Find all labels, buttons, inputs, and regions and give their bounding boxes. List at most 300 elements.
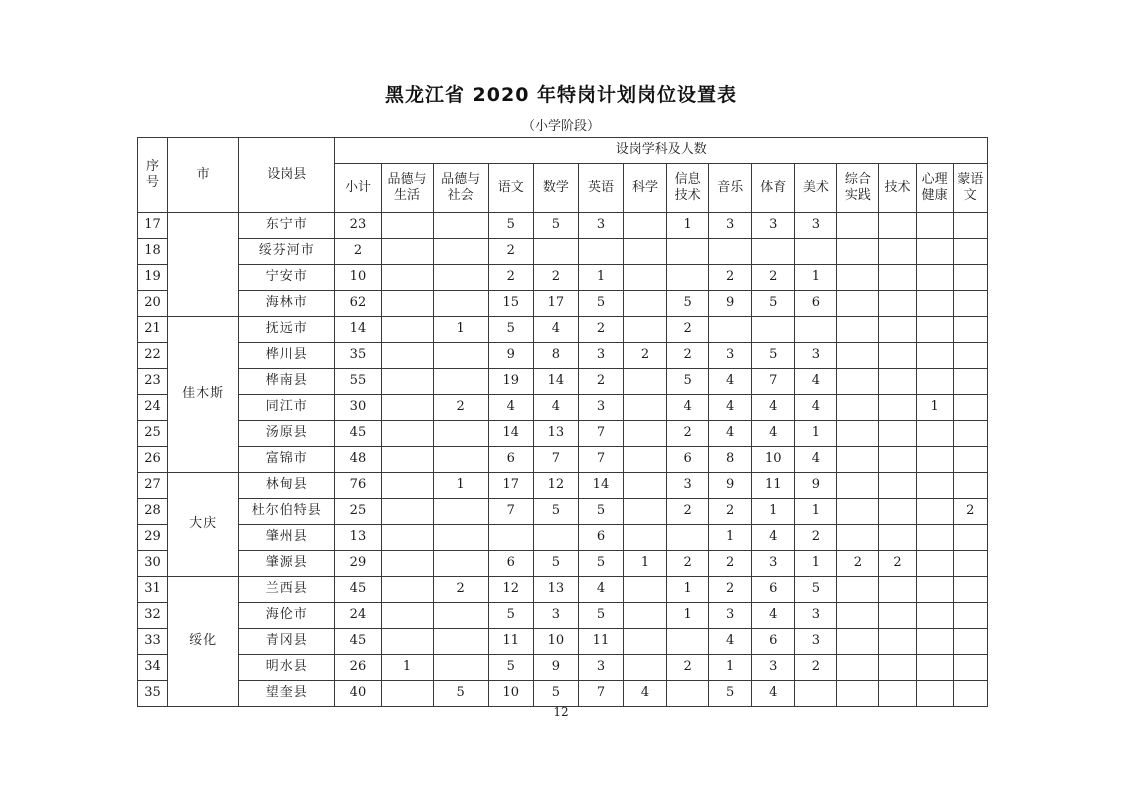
value-cell: 13 bbox=[533, 421, 578, 447]
value-cell: 1 bbox=[433, 317, 488, 343]
seq-cell: 19 bbox=[138, 265, 168, 291]
col-header-subject: 数学 bbox=[533, 164, 578, 213]
col-header-county: 设岗县 bbox=[239, 138, 335, 213]
county-cell: 绥芬河市 bbox=[239, 239, 335, 265]
value-cell: 5 bbox=[667, 291, 709, 317]
value-cell bbox=[837, 421, 879, 447]
value-cell: 5 bbox=[667, 369, 709, 395]
value-cell bbox=[433, 265, 488, 291]
table-row bbox=[138, 551, 988, 577]
table-row bbox=[138, 681, 988, 707]
seq-cell: 27 bbox=[138, 473, 168, 499]
value-cell bbox=[879, 395, 916, 421]
table-row bbox=[138, 213, 988, 239]
value-cell bbox=[879, 655, 916, 681]
county-cell: 同江市 bbox=[239, 395, 335, 421]
value-cell: 4 bbox=[709, 421, 752, 447]
value-cell: 6 bbox=[752, 629, 795, 655]
value-cell bbox=[953, 525, 987, 551]
table-row bbox=[138, 473, 988, 499]
value-cell bbox=[381, 681, 433, 707]
county-cell: 海林市 bbox=[239, 291, 335, 317]
value-cell bbox=[381, 421, 433, 447]
seq-cell: 31 bbox=[138, 577, 168, 603]
value-cell: 9 bbox=[709, 473, 752, 499]
value-cell bbox=[433, 343, 488, 369]
value-cell bbox=[433, 629, 488, 655]
col-header-subject: 品德与社会 bbox=[433, 164, 488, 213]
value-cell bbox=[879, 421, 916, 447]
table-row bbox=[138, 655, 988, 681]
value-cell bbox=[837, 317, 879, 343]
value-cell bbox=[533, 525, 578, 551]
county-cell: 富锦市 bbox=[239, 447, 335, 473]
value-cell bbox=[709, 317, 752, 343]
seq-cell: 17 bbox=[138, 213, 168, 239]
seq-cell: 30 bbox=[138, 551, 168, 577]
value-cell bbox=[916, 291, 953, 317]
value-cell: 2 bbox=[335, 239, 381, 265]
value-cell: 13 bbox=[533, 577, 578, 603]
table-row bbox=[138, 629, 988, 655]
value-cell bbox=[879, 291, 916, 317]
table-body bbox=[138, 213, 988, 707]
value-cell bbox=[381, 577, 433, 603]
value-cell: 2 bbox=[667, 317, 709, 343]
county-cell: 桦川县 bbox=[239, 343, 335, 369]
value-cell: 3 bbox=[709, 213, 752, 239]
value-cell: 10 bbox=[533, 629, 578, 655]
county-cell: 宁安市 bbox=[239, 265, 335, 291]
value-cell: 7 bbox=[488, 499, 533, 525]
value-cell: 2 bbox=[752, 265, 795, 291]
value-cell bbox=[381, 213, 433, 239]
city-cell: 佳木斯 bbox=[168, 317, 239, 473]
value-cell bbox=[953, 681, 987, 707]
value-cell: 4 bbox=[795, 369, 837, 395]
county-cell: 兰西县 bbox=[239, 577, 335, 603]
value-cell: 11 bbox=[578, 629, 623, 655]
value-cell: 2 bbox=[795, 525, 837, 551]
value-cell bbox=[488, 525, 533, 551]
value-cell bbox=[381, 265, 433, 291]
value-cell bbox=[624, 603, 667, 629]
value-cell bbox=[433, 551, 488, 577]
value-cell: 14 bbox=[335, 317, 381, 343]
value-cell: 23 bbox=[335, 213, 381, 239]
value-cell: 26 bbox=[335, 655, 381, 681]
county-cell: 杜尔伯特县 bbox=[239, 499, 335, 525]
value-cell bbox=[381, 239, 433, 265]
value-cell: 6 bbox=[667, 447, 709, 473]
value-cell bbox=[433, 421, 488, 447]
value-cell: 1 bbox=[795, 499, 837, 525]
seq-cell: 28 bbox=[138, 499, 168, 525]
table-row bbox=[138, 343, 988, 369]
value-cell: 1 bbox=[795, 265, 837, 291]
table-row bbox=[138, 395, 988, 421]
table-row bbox=[138, 265, 988, 291]
value-cell: 10 bbox=[335, 265, 381, 291]
value-cell: 6 bbox=[488, 551, 533, 577]
value-cell: 40 bbox=[335, 681, 381, 707]
value-cell: 2 bbox=[433, 577, 488, 603]
value-cell: 5 bbox=[578, 291, 623, 317]
value-cell: 48 bbox=[335, 447, 381, 473]
value-cell bbox=[837, 473, 879, 499]
positions-table bbox=[137, 137, 988, 707]
value-cell bbox=[667, 239, 709, 265]
county-cell: 明水县 bbox=[239, 655, 335, 681]
value-cell bbox=[624, 577, 667, 603]
value-cell: 1 bbox=[752, 499, 795, 525]
value-cell bbox=[953, 395, 987, 421]
value-cell: 1 bbox=[578, 265, 623, 291]
value-cell: 1 bbox=[667, 577, 709, 603]
value-cell bbox=[624, 655, 667, 681]
table-row bbox=[138, 369, 988, 395]
value-cell bbox=[879, 603, 916, 629]
page-subtitle: （小学阶段） bbox=[521, 119, 600, 134]
table-row bbox=[138, 525, 988, 551]
city-cell: 大庆 bbox=[168, 473, 239, 577]
seq-cell: 18 bbox=[138, 239, 168, 265]
value-cell: 25 bbox=[335, 499, 381, 525]
value-cell bbox=[837, 213, 879, 239]
value-cell bbox=[795, 239, 837, 265]
value-cell: 2 bbox=[667, 499, 709, 525]
value-cell bbox=[916, 213, 953, 239]
value-cell: 1 bbox=[795, 551, 837, 577]
value-cell bbox=[916, 525, 953, 551]
value-cell: 55 bbox=[335, 369, 381, 395]
value-cell: 3 bbox=[709, 343, 752, 369]
value-cell: 2 bbox=[795, 655, 837, 681]
value-cell: 45 bbox=[335, 629, 381, 655]
value-cell: 1 bbox=[709, 655, 752, 681]
value-cell: 76 bbox=[335, 473, 381, 499]
table-row bbox=[138, 291, 988, 317]
value-cell: 2 bbox=[533, 265, 578, 291]
value-cell bbox=[916, 577, 953, 603]
value-cell bbox=[381, 603, 433, 629]
value-cell: 1 bbox=[916, 395, 953, 421]
value-cell bbox=[916, 239, 953, 265]
value-cell: 3 bbox=[578, 655, 623, 681]
value-cell: 2 bbox=[488, 265, 533, 291]
value-cell: 7 bbox=[578, 421, 623, 447]
value-cell: 5 bbox=[488, 213, 533, 239]
value-cell bbox=[879, 525, 916, 551]
value-cell: 1 bbox=[709, 525, 752, 551]
col-header-seq: 序号 bbox=[138, 138, 168, 213]
value-cell: 3 bbox=[578, 395, 623, 421]
county-cell: 海伦市 bbox=[239, 603, 335, 629]
value-cell bbox=[916, 499, 953, 525]
city-cell bbox=[168, 213, 239, 317]
value-cell bbox=[578, 239, 623, 265]
value-cell: 45 bbox=[335, 577, 381, 603]
value-cell bbox=[624, 395, 667, 421]
city-cell: 绥化 bbox=[168, 577, 239, 707]
value-cell bbox=[837, 291, 879, 317]
value-cell bbox=[916, 369, 953, 395]
value-cell: 4 bbox=[533, 317, 578, 343]
value-cell bbox=[433, 291, 488, 317]
col-header-subject: 信息技术 bbox=[667, 164, 709, 213]
value-cell: 4 bbox=[752, 525, 795, 551]
value-cell bbox=[624, 317, 667, 343]
value-cell bbox=[624, 473, 667, 499]
value-cell: 5 bbox=[578, 603, 623, 629]
value-cell bbox=[916, 681, 953, 707]
value-cell bbox=[916, 343, 953, 369]
value-cell bbox=[916, 655, 953, 681]
value-cell bbox=[916, 447, 953, 473]
county-cell: 肇源县 bbox=[239, 551, 335, 577]
value-cell bbox=[433, 213, 488, 239]
seq-cell: 29 bbox=[138, 525, 168, 551]
value-cell: 5 bbox=[578, 499, 623, 525]
value-cell bbox=[879, 369, 916, 395]
value-cell: 8 bbox=[709, 447, 752, 473]
value-cell: 4 bbox=[752, 395, 795, 421]
value-cell: 5 bbox=[752, 291, 795, 317]
value-cell bbox=[795, 317, 837, 343]
value-cell bbox=[709, 239, 752, 265]
col-header-subject: 美术 bbox=[795, 164, 837, 213]
value-cell: 1 bbox=[795, 421, 837, 447]
value-cell bbox=[433, 499, 488, 525]
value-cell bbox=[953, 421, 987, 447]
value-cell bbox=[953, 291, 987, 317]
value-cell bbox=[837, 447, 879, 473]
value-cell: 14 bbox=[578, 473, 623, 499]
value-cell bbox=[879, 499, 916, 525]
page-number: 12 bbox=[553, 705, 569, 719]
col-header-subject: 综合实践 bbox=[837, 164, 879, 213]
value-cell: 5 bbox=[488, 317, 533, 343]
value-cell: 9 bbox=[795, 473, 837, 499]
value-cell bbox=[837, 395, 879, 421]
table-row bbox=[138, 239, 988, 265]
col-header-subject: 语文 bbox=[488, 164, 533, 213]
col-header-subjects-group: 设岗学科及人数 bbox=[335, 138, 988, 164]
value-cell: 3 bbox=[795, 213, 837, 239]
value-cell: 8 bbox=[533, 343, 578, 369]
value-cell bbox=[433, 525, 488, 551]
value-cell bbox=[879, 213, 916, 239]
value-cell bbox=[624, 499, 667, 525]
value-cell: 2 bbox=[667, 421, 709, 447]
value-cell bbox=[953, 577, 987, 603]
value-cell: 4 bbox=[667, 395, 709, 421]
value-cell: 3 bbox=[533, 603, 578, 629]
value-cell bbox=[433, 239, 488, 265]
value-cell bbox=[953, 629, 987, 655]
value-cell: 4 bbox=[752, 603, 795, 629]
value-cell: 4 bbox=[752, 421, 795, 447]
value-cell: 4 bbox=[533, 395, 578, 421]
value-cell bbox=[381, 473, 433, 499]
value-cell: 3 bbox=[752, 551, 795, 577]
table-row bbox=[138, 421, 988, 447]
value-cell bbox=[879, 473, 916, 499]
value-cell: 1 bbox=[667, 213, 709, 239]
value-cell: 17 bbox=[533, 291, 578, 317]
col-header-city: 市 bbox=[168, 138, 239, 213]
value-cell: 5 bbox=[533, 681, 578, 707]
value-cell: 5 bbox=[488, 603, 533, 629]
value-cell: 35 bbox=[335, 343, 381, 369]
value-cell bbox=[837, 603, 879, 629]
value-cell bbox=[879, 317, 916, 343]
page-title: 黑龙江省 2020 年特岗计划岗位设置表 bbox=[384, 84, 738, 106]
seq-cell: 20 bbox=[138, 291, 168, 317]
value-cell bbox=[916, 603, 953, 629]
value-cell bbox=[381, 629, 433, 655]
col-header-subject: 品德与生活 bbox=[381, 164, 433, 213]
col-header-subject: 蒙语文 bbox=[953, 164, 987, 213]
county-cell: 林甸县 bbox=[239, 473, 335, 499]
value-cell bbox=[953, 369, 987, 395]
value-cell bbox=[837, 499, 879, 525]
value-cell bbox=[624, 239, 667, 265]
value-cell bbox=[533, 239, 578, 265]
value-cell: 5 bbox=[533, 499, 578, 525]
value-cell: 2 bbox=[433, 395, 488, 421]
county-cell: 桦南县 bbox=[239, 369, 335, 395]
value-cell bbox=[433, 603, 488, 629]
value-cell bbox=[837, 343, 879, 369]
value-cell bbox=[879, 447, 916, 473]
value-cell: 2 bbox=[578, 369, 623, 395]
value-cell: 3 bbox=[752, 655, 795, 681]
county-cell: 望奎县 bbox=[239, 681, 335, 707]
seq-cell: 32 bbox=[138, 603, 168, 629]
value-cell: 5 bbox=[709, 681, 752, 707]
col-header-subject: 心理健康 bbox=[916, 164, 953, 213]
value-cell: 4 bbox=[795, 395, 837, 421]
value-cell: 4 bbox=[709, 629, 752, 655]
value-cell bbox=[667, 525, 709, 551]
value-cell: 2 bbox=[667, 655, 709, 681]
value-cell: 2 bbox=[578, 317, 623, 343]
value-cell bbox=[667, 681, 709, 707]
value-cell: 4 bbox=[752, 681, 795, 707]
value-cell: 3 bbox=[709, 603, 752, 629]
value-cell: 4 bbox=[488, 395, 533, 421]
value-cell bbox=[953, 213, 987, 239]
value-cell bbox=[953, 239, 987, 265]
value-cell: 12 bbox=[488, 577, 533, 603]
value-cell bbox=[879, 239, 916, 265]
value-cell: 12 bbox=[533, 473, 578, 499]
table-row bbox=[138, 577, 988, 603]
col-header-subject: 英语 bbox=[578, 164, 623, 213]
value-cell bbox=[381, 369, 433, 395]
value-cell bbox=[879, 629, 916, 655]
table-header bbox=[138, 138, 988, 213]
value-cell bbox=[837, 681, 879, 707]
col-header-subject: 科学 bbox=[624, 164, 667, 213]
value-cell bbox=[953, 265, 987, 291]
county-cell: 青冈县 bbox=[239, 629, 335, 655]
value-cell: 3 bbox=[578, 343, 623, 369]
value-cell bbox=[837, 525, 879, 551]
value-cell: 3 bbox=[795, 629, 837, 655]
value-cell bbox=[667, 265, 709, 291]
value-cell: 4 bbox=[795, 447, 837, 473]
table-row bbox=[138, 317, 988, 343]
value-cell bbox=[916, 629, 953, 655]
value-cell bbox=[381, 499, 433, 525]
value-cell bbox=[916, 421, 953, 447]
value-cell bbox=[624, 629, 667, 655]
value-cell: 11 bbox=[488, 629, 533, 655]
col-header-subject: 小计 bbox=[335, 164, 381, 213]
value-cell bbox=[433, 447, 488, 473]
value-cell bbox=[916, 265, 953, 291]
seq-cell: 21 bbox=[138, 317, 168, 343]
value-cell bbox=[624, 525, 667, 551]
value-cell bbox=[624, 421, 667, 447]
value-cell: 6 bbox=[752, 577, 795, 603]
value-cell: 5 bbox=[533, 213, 578, 239]
col-header-subject: 音乐 bbox=[709, 164, 752, 213]
value-cell: 9 bbox=[533, 655, 578, 681]
value-cell: 3 bbox=[667, 473, 709, 499]
value-cell bbox=[916, 473, 953, 499]
value-cell bbox=[953, 447, 987, 473]
value-cell bbox=[752, 317, 795, 343]
value-cell: 2 bbox=[709, 551, 752, 577]
value-cell: 17 bbox=[488, 473, 533, 499]
value-cell bbox=[953, 343, 987, 369]
value-cell: 5 bbox=[488, 655, 533, 681]
value-cell: 4 bbox=[624, 681, 667, 707]
value-cell bbox=[752, 239, 795, 265]
value-cell bbox=[624, 447, 667, 473]
value-cell bbox=[916, 551, 953, 577]
value-cell bbox=[953, 603, 987, 629]
seq-cell: 26 bbox=[138, 447, 168, 473]
value-cell bbox=[837, 655, 879, 681]
value-cell bbox=[837, 265, 879, 291]
seq-cell: 25 bbox=[138, 421, 168, 447]
value-cell bbox=[381, 343, 433, 369]
table-row bbox=[138, 603, 988, 629]
value-cell: 5 bbox=[578, 551, 623, 577]
value-cell: 2 bbox=[709, 499, 752, 525]
value-cell: 5 bbox=[752, 343, 795, 369]
value-cell bbox=[916, 317, 953, 343]
col-header-subject: 体育 bbox=[752, 164, 795, 213]
value-cell bbox=[624, 369, 667, 395]
value-cell: 2 bbox=[488, 239, 533, 265]
value-cell bbox=[953, 473, 987, 499]
value-cell: 2 bbox=[709, 265, 752, 291]
value-cell: 3 bbox=[578, 213, 623, 239]
value-cell bbox=[381, 525, 433, 551]
value-cell: 1 bbox=[624, 551, 667, 577]
value-cell: 2 bbox=[624, 343, 667, 369]
seq-cell: 35 bbox=[138, 681, 168, 707]
value-cell bbox=[837, 577, 879, 603]
seq-cell: 23 bbox=[138, 369, 168, 395]
value-cell: 10 bbox=[488, 681, 533, 707]
value-cell: 3 bbox=[752, 213, 795, 239]
